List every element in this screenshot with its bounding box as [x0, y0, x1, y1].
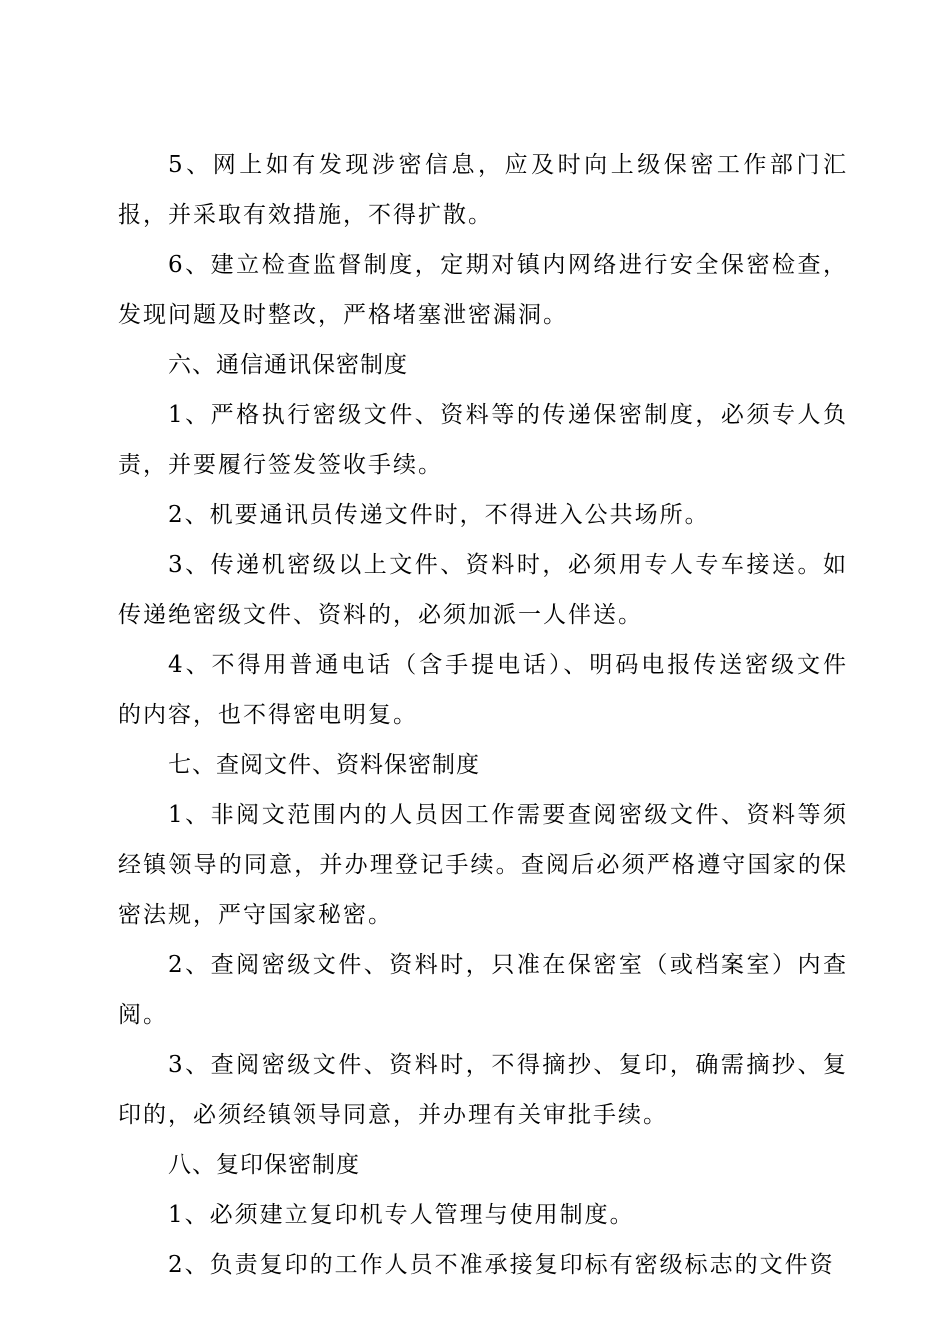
- paragraph-8-2: 2、负责复印的工作人员不准承接复印标有密级标志的文件资: [168, 1252, 835, 1278]
- paragraph-7-3: 3、查阅密级文件、资料时，不得摘抄、复印，确需摘抄、复印的，必须经镇领导同意，并办理有关审批手续。: [118, 1052, 848, 1128]
- paragraph-6-1: 1、严格执行密级文件、资料等的传递保密制度，必须专人负责，并要履行签发签收手续。: [118, 402, 848, 478]
- paragraph-6-4: 4、不得用普通电话（含手提电话）、明码电报传送密级文件的内容，也不得密电明复。: [118, 652, 848, 728]
- paragraph-6-3: 3、传递机密级以上文件、资料时，必须用专人专车接送。如传递绝密级文件、资料的，必须加派一人伴送。: [118, 552, 848, 628]
- paragraph-6-2: 2、机要通讯员传递文件时，不得进入公共场所。: [168, 502, 710, 528]
- section-heading-7: 七、查阅文件、资料保密制度: [168, 752, 480, 778]
- paragraph-6-inspection: 6、建立检查监督制度，定期对镇内网络进行安全保密检查，发现问题及时整改，严格堵塞泄密漏洞。: [118, 252, 848, 328]
- section-heading-8: 八、复印保密制度: [168, 1152, 360, 1178]
- paragraph-7-2: 2、查阅密级文件、资料时，只准在保密室（或档案室）内查阅。: [118, 952, 848, 1028]
- paragraph-7-1: 1、非阅文范围内的人员因工作需要查阅密级文件、资料等须经镇领导的同意，并办理登记手续。查阅后必须严格遵守国家的保密法规，严守国家秘密。: [118, 802, 848, 928]
- section-heading-6: 六、通信通讯保密制度: [168, 352, 408, 378]
- paragraph-5-online: 5、网上如有发现涉密信息，应及时向上级保密工作部门汇报，并采取有效措施，不得扩散。: [118, 152, 848, 228]
- paragraph-8-1: 1、必须建立复印机专人管理与使用制度。: [168, 1202, 635, 1228]
- document-body: [118, 140, 848, 1290]
